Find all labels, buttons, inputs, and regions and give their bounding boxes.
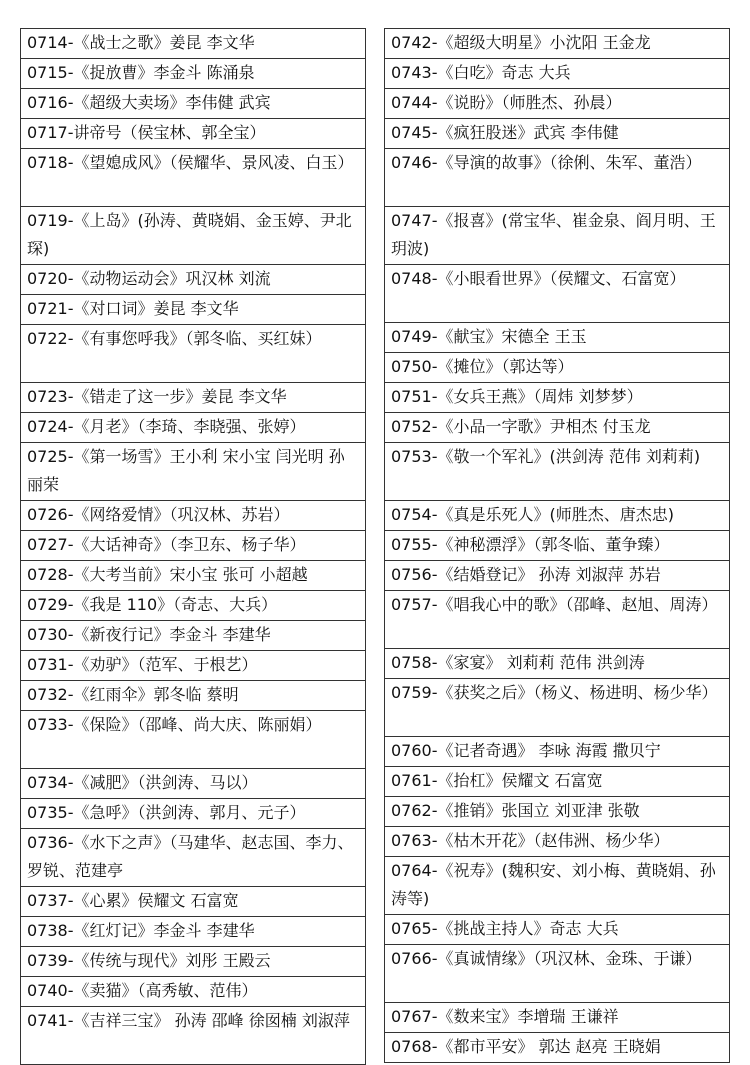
program-row <box>385 1003 730 1033</box>
program-row <box>21 711 366 769</box>
program-entry: 0747-《报喜》(常宝华、崔金泉、阎月明、王玥波) <box>385 207 730 265</box>
program-entry: 0764-《祝寿》(魏积安、刘小梅、黄晓娟、孙涛等) <box>385 857 730 915</box>
program-row <box>21 59 366 89</box>
program-row <box>385 207 730 265</box>
left-program-list <box>20 28 366 1065</box>
program-entry: 0746-《导演的故事》（徐俐、朱军、董浩） <box>385 149 730 207</box>
program-entry: 0765-《挑战主持人》奇志 大兵 <box>385 915 730 945</box>
program-row <box>21 265 366 295</box>
program-row <box>385 857 730 915</box>
program-entry: 0737-《心累》侯耀文 石富宽 <box>21 887 366 917</box>
program-row <box>21 977 366 1007</box>
program-row <box>21 325 366 383</box>
program-row <box>21 681 366 711</box>
program-entry: 0716-《超级大卖场》李伟健 武宾 <box>21 89 366 119</box>
program-row <box>385 265 730 323</box>
program-entry: 0757-《唱我心中的歌》（邵峰、赵旭、周涛） <box>385 591 730 649</box>
program-entry: 0745-《疯狂股迷》武宾 李伟健 <box>385 119 730 149</box>
program-row <box>385 827 730 857</box>
program-row <box>385 89 730 119</box>
program-row <box>21 443 366 501</box>
program-row <box>385 149 730 207</box>
program-entry: 0729-《我是 110》（奇志、大兵） <box>21 591 366 621</box>
program-row <box>385 443 730 501</box>
program-row <box>21 149 366 207</box>
program-entry: 0750-《摊位》（郭达等） <box>385 353 730 383</box>
program-entry: 0728-《大考当前》宋小宝 张可 小超越 <box>21 561 366 591</box>
program-row <box>385 679 730 737</box>
program-entry: 0753-《敬一个军礼》(洪剑涛 范伟 刘莉莉) <box>385 443 730 501</box>
program-row <box>385 915 730 945</box>
program-row <box>21 1007 366 1065</box>
program-entry: 0733-《保险》（邵峰、尚大庆、陈丽娟） <box>21 711 366 769</box>
program-entry: 0722-《有事您呼我》（郭冬临、买红妹） <box>21 325 366 383</box>
program-entry: 0743-《白吃》奇志 大兵 <box>385 59 730 89</box>
program-entry: 0721-《对口词》姜昆 李文华 <box>21 295 366 325</box>
program-row <box>21 799 366 829</box>
program-entry: 0744-《说盼》（师胜杰、孙晨） <box>385 89 730 119</box>
program-row <box>385 767 730 797</box>
program-entry: 0736-《水下之声》（马建华、赵志国、李力、罗锐、范建亭 <box>21 829 366 887</box>
program-row <box>385 383 730 413</box>
program-row <box>21 829 366 887</box>
program-row <box>21 887 366 917</box>
program-entry: 0719-《上岛》(孙涛、黄晓娟、金玉婷、尹北琛) <box>21 207 366 265</box>
program-entry: 0742-《超级大明星》小沈阳 王金龙 <box>385 29 730 59</box>
program-entry: 0717-讲帝号（侯宝林、郭全宝） <box>21 119 366 149</box>
program-entry: 0734-《减肥》（洪剑涛、马以） <box>21 769 366 799</box>
program-row <box>385 119 730 149</box>
program-row <box>21 119 366 149</box>
program-entry: 0763-《枯木开花》（赵伟洲、杨少华） <box>385 827 730 857</box>
program-row <box>385 413 730 443</box>
program-entry: 0754-《真是乐死人》(师胜杰、唐杰忠) <box>385 501 730 531</box>
program-entry: 0714-《战士之歌》姜昆 李文华 <box>21 29 366 59</box>
program-entry: 0748-《小眼看世界》（侯耀文、石富宽） <box>385 265 730 323</box>
program-entry: 0731-《劝驴》（范军、于根艺） <box>21 651 366 681</box>
program-row <box>385 59 730 89</box>
program-row <box>385 501 730 531</box>
program-entry: 0726-《网络爱情》（巩汉林、苏岩） <box>21 501 366 531</box>
program-row <box>21 947 366 977</box>
program-row <box>21 295 366 325</box>
program-entry: 0752-《小品一字歌》尹相杰 付玉龙 <box>385 413 730 443</box>
program-row <box>21 383 366 413</box>
program-entry: 0739-《传统与现代》刘彤 王殿云 <box>21 947 366 977</box>
program-row <box>21 651 366 681</box>
program-entry: 0768-《都市平安》 郭达 赵亮 王晓娟 <box>385 1033 730 1063</box>
program-row <box>21 501 366 531</box>
program-entry: 0735-《急呼》（洪剑涛、郭月、元子） <box>21 799 366 829</box>
program-row <box>385 353 730 383</box>
program-row <box>21 413 366 443</box>
program-row <box>21 29 366 59</box>
program-row <box>21 89 366 119</box>
program-entry: 0730-《新夜行记》李金斗 李建华 <box>21 621 366 651</box>
program-entry: 0715-《捉放曹》李金斗 陈涌泉 <box>21 59 366 89</box>
program-entry: 0766-《真诚情缘》（巩汉林、金珠、于谦） <box>385 945 730 1003</box>
program-row <box>385 737 730 767</box>
program-row <box>21 591 366 621</box>
program-row <box>21 917 366 947</box>
program-entry: 0758-《家宴》 刘莉莉 范伟 洪剑涛 <box>385 649 730 679</box>
program-row <box>385 323 730 353</box>
program-entry: 0740-《卖猫》（高秀敏、范伟） <box>21 977 366 1007</box>
program-entry: 0725-《第一场雪》王小利 宋小宝 闫光明 孙丽荣 <box>21 443 366 501</box>
program-entry: 0751-《女兵王燕》（周炜 刘梦梦） <box>385 383 730 413</box>
program-row <box>21 561 366 591</box>
program-entry: 0724-《月老》（李琦、李晓强、张婷） <box>21 413 366 443</box>
program-row <box>385 945 730 1003</box>
program-entry: 0755-《神秘漂浮》（郭冬临、董争臻） <box>385 531 730 561</box>
program-row <box>21 207 366 265</box>
right-program-list <box>384 28 730 1063</box>
program-row <box>385 29 730 59</box>
program-entry: 0759-《获奖之后》（杨义、杨进明、杨少华） <box>385 679 730 737</box>
program-entry: 0761-《抬杠》侯耀文 石富宽 <box>385 767 730 797</box>
program-entry: 0749-《献宝》宋德全 王玉 <box>385 323 730 353</box>
program-entry: 0720-《动物运动会》巩汉林 刘流 <box>21 265 366 295</box>
program-entry: 0756-《结婚登记》 孙涛 刘淑萍 苏岩 <box>385 561 730 591</box>
program-row <box>21 621 366 651</box>
program-row <box>385 561 730 591</box>
program-row <box>385 797 730 827</box>
program-entry: 0760-《记者奇遇》 李咏 海霞 撒贝宁 <box>385 737 730 767</box>
program-entry: 0727-《大话神奇》（李卫东、杨子华） <box>21 531 366 561</box>
program-row <box>385 1033 730 1063</box>
program-entry: 0741-《吉祥三宝》 孙涛 邵峰 徐囡楠 刘淑萍 <box>21 1007 366 1065</box>
program-entry: 0762-《推销》张国立 刘亚津 张敬 <box>385 797 730 827</box>
program-entry: 0723-《错走了这一步》姜昆 李文华 <box>21 383 366 413</box>
program-row <box>385 531 730 561</box>
program-entry: 0732-《红雨伞》郭冬临 蔡明 <box>21 681 366 711</box>
program-entry: 0738-《红灯记》李金斗 李建华 <box>21 917 366 947</box>
program-entry: 0718-《望媳成风》（侯耀华、景风凌、白玉） <box>21 149 366 207</box>
program-row <box>385 649 730 679</box>
program-row <box>385 591 730 649</box>
program-entry: 0767-《数来宝》李增瑞 王谦祥 <box>385 1003 730 1033</box>
program-row <box>21 769 366 799</box>
program-row <box>21 531 366 561</box>
